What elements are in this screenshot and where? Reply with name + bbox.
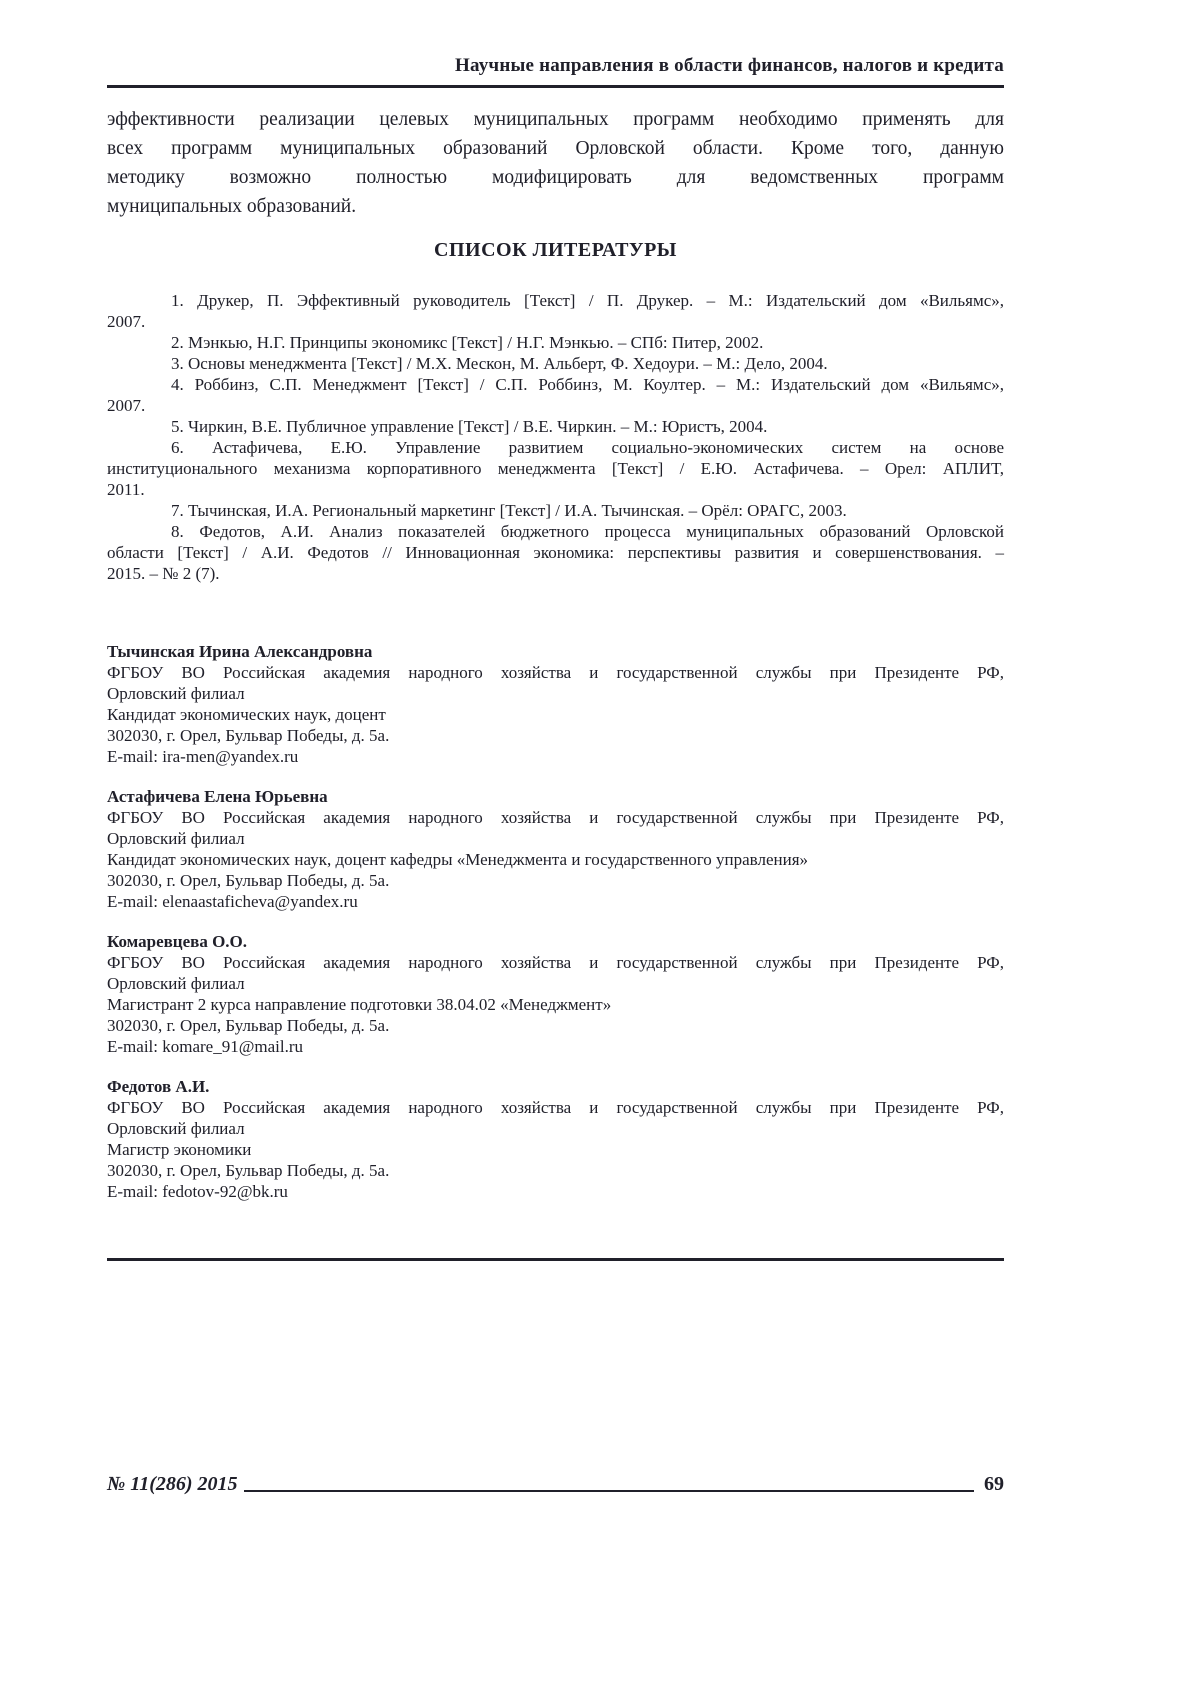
reference-line: 5. Чиркин, В.Е. Публичное управление [Текст] / В.Е. Чиркин. – М.: Юристъ, 2004. xyxy=(171,417,768,436)
author-line: Орловский филиал xyxy=(107,1119,245,1138)
reference-line: 2011. xyxy=(107,480,145,499)
author-line: 302030, г. Орел, Бульвар Победы, д. 5а. xyxy=(107,1161,390,1180)
intro-line: всех программ муниципальных образований Орловской области. Кроме того, данную xyxy=(107,138,1004,159)
reference-line: 6. Астафичева, Е.Ю. Управление развитием социально-экономических систем на основе xyxy=(171,438,1004,457)
author-line: ФГБОУ ВО Российская академия народного хозяйства и государственной службы при Президенте РФ, xyxy=(107,1098,1004,1117)
intro-line: методику возможно полностью модифицировать для ведомственных программ xyxy=(107,167,1004,188)
reference-item xyxy=(107,353,1004,374)
author-name: Федотов А.И. xyxy=(107,1077,210,1096)
author-line: 302030, г. Орел, Бульвар Победы, д. 5а. xyxy=(107,726,390,745)
author-line: ФГБОУ ВО Российская академия народного хозяйства и государственной службы при Президенте РФ, xyxy=(107,663,1004,682)
reference-line: 2007. xyxy=(107,312,146,331)
author-block xyxy=(107,931,1004,1057)
author-line: ФГБОУ ВО Российская академия народного хозяйства и государственной службы при Президенте РФ, xyxy=(107,953,1004,972)
footer-page-number: 69 xyxy=(984,1473,1004,1495)
reference-item xyxy=(107,521,1004,584)
reference-line: 2. Мэнкью, Н.Г. Принципы экономикс [Текст] / Н.Г. Мэнкью. – СПб: Питер, 2002. xyxy=(171,333,764,352)
reference-line: 2015. – № 2 (7). xyxy=(107,564,220,583)
author-block xyxy=(107,786,1004,912)
reference-item xyxy=(107,500,1004,521)
reference-line: 3. Основы менеджмента [Текст] / М.Х. Мескон, М. Альберт, Ф. Хедоури. – М.: Дело, 2004. xyxy=(171,354,828,373)
reference-line: области [Текст] / А.И. Федотов // Инновационная экономика: перспективы развития и совершенствования. – xyxy=(107,543,1004,562)
author-line: 302030, г. Орел, Бульвар Победы, д. 5а. xyxy=(107,871,390,890)
bottom-divider xyxy=(107,1258,1004,1261)
author-name: Тычинская Ирина Александровна xyxy=(107,642,373,661)
author-line: ФГБОУ ВО Российская академия народного хозяйства и государственной службы при Президенте РФ, xyxy=(107,808,1004,827)
reference-item xyxy=(107,437,1004,500)
author-line: Орловский филиал xyxy=(107,974,245,993)
running-head-title: Научные направления в области финансов, налогов и кредита xyxy=(455,55,1004,76)
footer xyxy=(107,1472,1004,1496)
author-line: Кандидат экономических наук, доцент кафедры «Менеджмента и государственного управления» xyxy=(107,850,809,869)
intro-paragraph xyxy=(107,105,1004,221)
reference-line: 4. Роббинз, С.П. Менеджмент [Текст] / С.П. Роббинз, М. Коултер. – М.: Издательский дом «Вильямс», xyxy=(171,375,1004,394)
intro-line: эффективности реализации целевых муниципальных программ необходимо применять для xyxy=(107,109,1004,130)
author-email: E-mail: ira-men@yandex.ru xyxy=(107,747,299,766)
author-name: Комаревцева О.О. xyxy=(107,932,248,951)
reference-item xyxy=(107,416,1004,437)
footer-issue: № 11(286) 2015 xyxy=(107,1473,238,1495)
reference-line: 2007. xyxy=(107,396,146,415)
author-line: 302030, г. Орел, Бульвар Победы, д. 5а. xyxy=(107,1016,390,1035)
author-line: Магистрант 2 курса направление подготовки 38.04.02 «Менеджмент» xyxy=(107,995,612,1014)
references-list xyxy=(107,290,1004,584)
author-email: E-mail: komare_91@mail.ru xyxy=(107,1037,303,1056)
reference-item xyxy=(107,290,1004,332)
author-block xyxy=(107,641,1004,767)
reference-line: 1. Друкер, П. Эффективный руководитель [Текст] / П. Друкер. – М.: Издательский дом «Вильямс», xyxy=(171,291,1004,310)
author-line: Магистр экономики xyxy=(107,1140,252,1159)
author-email: E-mail: fedotov-92@bk.ru xyxy=(107,1182,288,1201)
author-line: Орловский филиал xyxy=(107,684,245,703)
reference-item xyxy=(107,374,1004,416)
author-line: Орловский филиал xyxy=(107,829,245,848)
author-name: Астафичева Елена Юрьевна xyxy=(107,787,328,806)
author-block xyxy=(107,1076,1004,1202)
running-head xyxy=(107,54,1004,88)
intro-line: муниципальных образований. xyxy=(107,196,357,217)
reference-line: 7. Тычинская, И.А. Региональный маркетинг [Текст] / И.А. Тычинская. – Орёл: ОРАГС, 2003. xyxy=(171,501,847,520)
reference-item xyxy=(107,332,1004,353)
references-heading: СПИСОК ЛИТЕРАТУРЫ xyxy=(434,239,677,261)
authors-section xyxy=(107,641,1004,1202)
author-email: E-mail: elenaastaficheva@yandex.ru xyxy=(107,892,358,911)
author-line: Кандидат экономических наук, доцент xyxy=(107,705,386,724)
footer-rule xyxy=(244,1490,974,1492)
reference-line: институционального механизма корпоративного менеджмента [Текст] / Е.Ю. Астафичева. – Орел: АПЛИТ, xyxy=(107,459,1004,478)
reference-line: 8. Федотов, А.И. Анализ показателей бюджетного процесса муниципальных образований Орловской xyxy=(171,522,1004,541)
